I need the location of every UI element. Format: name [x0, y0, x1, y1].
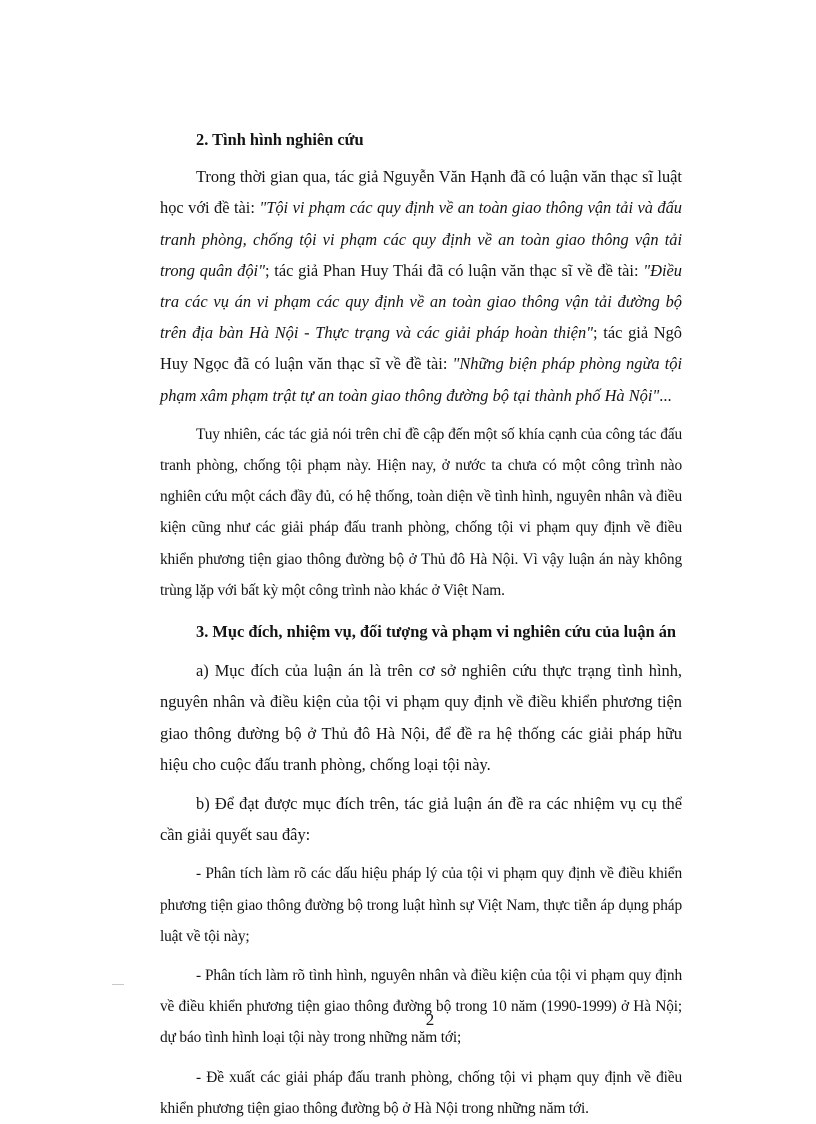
- text-run: ...: [659, 385, 672, 405]
- page-number: 2: [425, 1010, 435, 1029]
- thesis-title-3: "Những biện pháp phòng ngừa tội phạm xâm phạm trật tự an toàn giao thông đường bộ tại thành phố Hà Nội": [160, 354, 682, 405]
- literature-review-paragraph: [160, 161, 682, 411]
- task-item-1: - Phân tích làm rõ các dấu hiệu pháp lý của tội vi phạm quy định về điều khiển phương tiện giao thông đường bộ trong luật hình sự Việt Nam, thực tiễn áp dụng pháp luật về tội này;: [160, 865, 682, 945]
- novelty-paragraph: Tuy nhiên, các tác giả nói trên chỉ đề cập đến một số khía cạnh của công tác đấu tranh phòng, chống tội phạm này. Hiện nay, ở nước ta chưa có một công trình nào nghiên cứu một cách đầy đủ, có hệ thống, toàn diện về tình hình, nguyên nhân và điều kiện cũng như các giải pháp đấu tranh phòng, chống tội vi phạm quy định về điều khiển phương tiện giao thông đường bộ ở Thủ đô Hà Nội. Vì vậy luận án này không trùng lặp với bất kỳ một công trình nào khác ở Việt Nam.: [160, 425, 682, 599]
- task-item-2: - Phân tích làm rõ tình hình, nguyên nhân và điều kiện của tội vi phạm quy định về điều khiển phương tiện giao thông đường bộ trong 10 năm (1990-1999) ở Hà Nội; dự báo tình hình loại tội này trong những năm tới;: [160, 967, 682, 1047]
- section-2-heading: 2. Tình hình nghiên cứu: [196, 130, 364, 149]
- purpose-paragraph: a) Mục đích của luận án là trên cơ sở nghiên cứu thực trạng tình hình, nguyên nhân và điều kiện của tội vi phạm quy định về điều khiển phương tiện giao thông đường bộ ở Thủ đô Hà Nội, để đề ra hệ thống các giải pháp hữu hiệu cho cuộc đấu tranh phòng, chống loại tội này.: [160, 661, 682, 774]
- section-3-heading: 3. Mục đích, nhiệm vụ, đối tượng và phạm vi nghiên cứu của luận án: [196, 622, 677, 642]
- text-run: Trong thời gian qua, tác giả Nguyễn Văn Hạnh đã có luận văn thạc sĩ luật học với đề tài:: [160, 167, 682, 218]
- text-run: ; tác giả Phan Huy Thái đã có luận văn thạc sĩ về đề tài:: [264, 260, 644, 280]
- tasks-intro-paragraph: b) Để đạt được mục đích trên, tác giả luận án đề ra các nhiệm vụ cụ thể cần giải quyết sau đây:: [160, 794, 682, 845]
- margin-mark: [112, 984, 124, 985]
- text-run: ; tác giả Ngô Huy Ngọc đã có luận văn thạc sĩ về đề tài:: [160, 323, 683, 374]
- task-item-3: - Đề xuất các giải pháp đấu tranh phòng, chống tội vi phạm quy định về điều khiển phương tiện giao thông đường bộ ở Hà Nội trong những năm tới.: [160, 1068, 682, 1117]
- thesis-title-1: "Tội vi phạm các quy định về an toàn giao thông vận tải và đấu tranh phòng, chống tội vi phạm các quy định về an toàn giao thông vận tải trong quân đội": [160, 198, 682, 280]
- thesis-title-2: "Điều tra các vụ án vi phạm các quy định về an toàn giao thông vận tải đường bộ trên địa bàn Hà Nội - Thực trạng và các giải pháp hoàn thiện": [160, 260, 682, 343]
- page-body: [160, 124, 682, 1124]
